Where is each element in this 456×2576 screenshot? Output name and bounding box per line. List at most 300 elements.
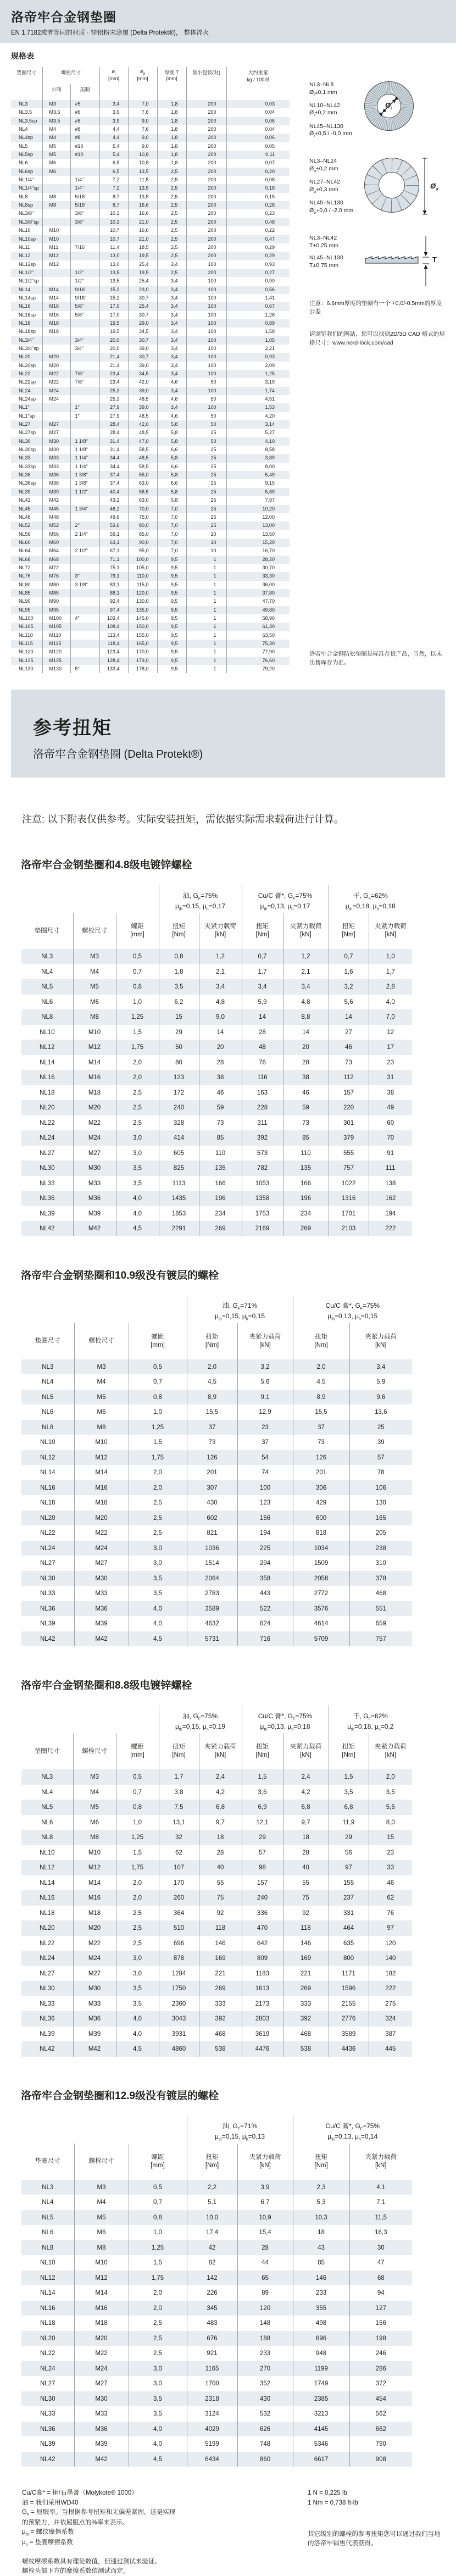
spec-cell: 100 — [186, 336, 226, 345]
spec-cell: 100 — [186, 302, 226, 310]
spec-cell: 1 1/4" — [70, 454, 99, 462]
spec-cell: M4 — [42, 125, 70, 134]
spec-cell: 3,14 — [226, 420, 290, 429]
spec-cell: 0,89 — [226, 319, 290, 327]
spec-cell: 9,5 — [157, 614, 186, 623]
serrated-washer-figure — [364, 81, 425, 136]
spec-cell: 4,6 — [157, 378, 186, 386]
torque-table-row — [21, 1055, 412, 1070]
spec-cell: 1/2" — [70, 269, 99, 277]
torque-cell: M39 — [74, 1616, 129, 1631]
torque-table-row — [21, 1374, 412, 1390]
spec-cell: NL3/8" — [19, 210, 34, 216]
spec-cell: 11,4 — [99, 243, 128, 252]
spec-cell: NL24sp — [19, 396, 36, 402]
tolerance-range: NL3–NL42 — [309, 234, 337, 241]
torque-cell: 624 — [237, 1616, 293, 1631]
torque-table-row — [21, 1890, 412, 1906]
torque-cell: 522 — [237, 1601, 293, 1617]
spec-cell: 30,70 — [226, 564, 290, 572]
spec-cell: 0,20 — [226, 168, 290, 176]
spec-cell: 0,23 — [226, 209, 290, 218]
torque-cell: 40 — [283, 1860, 329, 1875]
torque-table-row — [21, 964, 412, 980]
torque-banner-subtitle: 洛帝牢合金钢垫圈 (Delta Protekt®) — [33, 748, 203, 761]
spec-cell: 1,8 — [157, 134, 186, 142]
spec-table-row — [11, 209, 290, 218]
spec-cell — [42, 336, 70, 345]
spec-cell: 11,5 — [128, 176, 157, 184]
spec-cell: M12 — [42, 252, 70, 260]
spec-cell: 25 — [186, 505, 226, 513]
spec-cell: 1,8 — [157, 142, 186, 151]
torque-cell: 38 — [283, 1070, 329, 1085]
torque-cell: M3 — [74, 1359, 129, 1375]
torque-table-title: 洛帝牢合金钢垫圈和8.8级电镀锌螺栓 — [21, 1680, 192, 1692]
torque-cell: 908 — [349, 2452, 412, 2467]
spec-cell: 58,5 — [128, 463, 157, 471]
torque-cell: 2,0 — [116, 1055, 159, 1070]
spec-table-row — [11, 556, 290, 564]
torque-table-row — [21, 1951, 412, 1966]
col-torque: 扭矩 [Nm] — [242, 913, 283, 949]
spec-table-row — [11, 479, 290, 487]
torque-table-row — [21, 2436, 412, 2452]
spec-cell: 9,5 — [157, 631, 186, 640]
torque-cell: 196 — [199, 1191, 242, 1206]
torque-cell: 146 — [283, 1936, 329, 1951]
torque-cell: 110 — [199, 1146, 242, 1161]
torque-cell: 166 — [283, 1176, 329, 1191]
torque-cell: 5,6 — [329, 995, 369, 1010]
spec-table-row — [11, 345, 290, 353]
torque-cell: M10 — [73, 1845, 116, 1861]
torque-cell: NL6 — [42, 2229, 54, 2236]
spec-cell: NL20 — [19, 354, 31, 360]
torque-cell: 3,5 — [116, 1981, 159, 1996]
thickness-tolerances — [309, 235, 364, 287]
spec-cell: 95,0 — [128, 547, 157, 555]
torque-cell: 3,0 — [129, 2376, 187, 2391]
spec-cell: 2 1/4" — [70, 530, 99, 538]
spec-cell: NL6 — [19, 160, 28, 166]
torque-cell: M42 — [74, 2452, 129, 2467]
washer-profile-figure — [364, 235, 444, 287]
spec-cell: 13,5 — [128, 193, 157, 201]
spec-cell: 1" — [70, 412, 99, 420]
torque-table-row — [21, 2452, 412, 2467]
torque-table-row — [21, 1480, 412, 1496]
torque-cell: 392 — [242, 1130, 283, 1146]
torque-cell: NL10 — [40, 2259, 55, 2267]
spec-cell: 50 — [186, 378, 226, 386]
torque-cell: M3 — [74, 2180, 129, 2195]
spec-cell: NL24 — [19, 387, 31, 393]
spec-cell: 25 — [186, 479, 226, 487]
spec-cell: 13,0 — [99, 252, 128, 260]
spec-cell: 115,0 — [128, 581, 157, 589]
spec-cell: 53,6 — [99, 521, 128, 530]
spec-cell: 3,4 — [157, 327, 186, 336]
torque-cell: 4,0 — [116, 2027, 159, 2042]
spec-table-row — [11, 125, 290, 134]
tolerance-value: T±0,75 mm — [309, 262, 339, 269]
torque-cell: M24 — [73, 1951, 116, 1966]
spec-table-row — [11, 142, 290, 151]
torque-cell: 120 — [237, 2301, 293, 2316]
spec-cell: 19,5 — [128, 252, 157, 260]
spec-cell: 16,6 — [128, 209, 157, 218]
spec-table-row — [11, 572, 290, 580]
spec-cell: 1,8 — [157, 159, 186, 167]
spec-cell: M125 — [42, 657, 70, 665]
spec-cell: M120 — [42, 648, 70, 656]
torque-cell: M36 — [73, 2011, 116, 2027]
tolerance-label-group — [309, 179, 364, 195]
torque-cell: 127 — [349, 2301, 412, 2316]
col-clamp-load: 夹紧力载荷 [kN] — [237, 1323, 293, 1359]
spec-cell: NL27sp — [19, 430, 36, 436]
torque-cell: 1,5 — [116, 1025, 159, 1040]
torque-cell: 76 — [242, 1055, 283, 1070]
torque-cell: M30 — [73, 1981, 116, 1996]
spec-cell: 1,05 — [226, 336, 290, 345]
spec-cell: 7,2 — [99, 176, 128, 184]
torque-cell: 1,7 — [242, 964, 283, 980]
spec-cell: 0,90 — [226, 277, 290, 285]
friction-group-header: Cu/C 膏*, $G_F=75\%$ $\mu_{th}=0,13$, $\mu_h=0,14$ — [293, 2116, 412, 2144]
spec-cell: 39,0 — [128, 387, 157, 395]
spec-cell: 21,0 — [128, 218, 157, 226]
torque-cell: 65 — [237, 2270, 293, 2286]
torque-cell: NL27 — [40, 1970, 55, 1977]
torque-cell: 27 — [329, 1025, 369, 1040]
spec-cell: 33,30 — [226, 572, 290, 580]
torque-cell: M22 — [73, 1115, 116, 1131]
torque-cell: 3,5 — [116, 1176, 159, 1191]
col-bolt-size: 螺栓尺寸 — [73, 913, 116, 949]
footnote-line: $G_F$ = 屈服率。当根据参考扭矩和无偏差紧固，这是实现 — [22, 2508, 176, 2517]
torque-cell: 6617 — [293, 2452, 349, 2467]
spec-cell: NL1/2"sp — [19, 278, 39, 284]
spec-cell: M3,5 — [42, 117, 70, 125]
spec-cell: 17,0 — [99, 311, 128, 319]
spec-cell: 3,4 — [157, 387, 186, 395]
torque-cell: 82 — [187, 2255, 237, 2270]
spec-cell: 3/4" — [70, 336, 99, 345]
col-inner-diameter: $ø_i$ [mm] — [99, 67, 128, 100]
spec-cell: 9,5 — [157, 564, 186, 572]
spec-cell: 19,5 — [99, 319, 128, 327]
torque-table-row — [21, 1936, 412, 1951]
torque-cell: 8,9 — [293, 1390, 349, 1405]
torque-table-row — [21, 1191, 412, 1206]
spec-cell: 63,1 — [99, 538, 128, 547]
spec-cell: 3" — [70, 572, 99, 580]
spec-table-row — [11, 108, 290, 116]
torque-table-row — [21, 1586, 412, 1601]
torque-table-row — [21, 1404, 412, 1420]
spec-cell: 21,4 — [99, 362, 128, 370]
spec-cell: M60 — [42, 538, 70, 547]
spec-cell: 7,6 — [128, 108, 157, 116]
spec-cell: 130,0 — [128, 597, 157, 606]
torque-cell: 635 — [329, 1936, 369, 1951]
torque-cell: 7,5 — [159, 1800, 199, 1815]
torque-cell: 140 — [369, 1951, 412, 1966]
spec-cell: M20 — [42, 362, 70, 370]
torque-cell: 14 — [329, 1009, 369, 1025]
torque-cell: 626 — [237, 2422, 293, 2437]
torque-cell: M36 — [74, 2422, 129, 2437]
spec-cell: 23,4 — [99, 370, 128, 378]
torque-cell: 532 — [237, 2406, 293, 2422]
torque-cell: 2,0 — [129, 1465, 187, 1480]
spec-table-row — [11, 446, 290, 454]
torque-cell: M16 — [73, 1890, 116, 1906]
torque-cell: 6,2 — [159, 995, 199, 1010]
torque-cell: M27 — [73, 1146, 116, 1161]
spec-cell: 0,47 — [226, 235, 290, 243]
torque-cell: 378 — [349, 1571, 412, 1586]
torque-cell: M24 — [74, 2361, 129, 2377]
spec-cell — [42, 184, 70, 192]
torque-cell: 55 — [199, 1875, 242, 1891]
torque-cell: 194 — [369, 1206, 412, 1222]
torque-cell: NL4 — [41, 1789, 53, 1796]
torque-cell: NL18 — [40, 1089, 55, 1096]
torque-cell: 238 — [349, 1541, 412, 1556]
torque-cell: 2155 — [329, 1996, 369, 2012]
torque-cell: M5 — [73, 1800, 116, 1815]
torque-cell: 8,0 — [369, 1815, 412, 1830]
spec-cell: 2,5 — [157, 235, 186, 243]
torque-cell: 37 — [187, 1420, 237, 1435]
spec-cell: 128,4 — [99, 657, 128, 665]
friction-group-header: 干, $G_F=62\%$ $\mu_{th}=0,18$, $\mu_h=0,18$ — [329, 885, 412, 913]
torque-cell: NL39 — [40, 2030, 55, 2038]
torque-cell: M5 — [74, 1390, 129, 1405]
torque-cell: 23 — [369, 1055, 412, 1070]
torque-table-row — [21, 2180, 412, 2195]
col-torque: 扭矩 [Nm] — [159, 1733, 199, 1769]
torque-cell: 6,7 — [237, 2195, 293, 2210]
footnote-line: Cu/C膏* = 铜/石墨膏（Molykote® 1000） — [22, 2490, 138, 2497]
torque-cell: NL42 — [40, 2046, 55, 2053]
torque-cell: NL8 — [41, 1014, 53, 1021]
spec-cell: 7,2 — [99, 184, 128, 192]
torque-cell: NL24 — [40, 1955, 55, 1962]
torque-cell: 75 — [283, 1890, 329, 1906]
torque-cell: M18 — [73, 1906, 116, 1921]
torque-cell: 2360 — [159, 1996, 199, 2012]
torque-cell: 5199 — [187, 2436, 237, 2452]
torque-cell: 4,2 — [199, 1785, 242, 1800]
spec-cell: NL3,5sp — [19, 118, 37, 124]
torque-cell: 5,6 — [369, 1800, 412, 1815]
spec-cell: 12,00 — [226, 513, 290, 521]
spec-cell: 135,0 — [128, 606, 157, 614]
torque-cell: 4,5 — [116, 2041, 159, 2057]
torque-cell: 324 — [369, 2011, 412, 2027]
torque-cell: 4,0 — [369, 995, 412, 1010]
spec-cell: 1 1/8" — [70, 446, 99, 454]
torque-cell: M33 — [74, 2406, 129, 2422]
spec-cell: 1 — [186, 665, 226, 673]
spec-cell: NL36sp — [19, 480, 36, 486]
spec-cell: 2,21 — [226, 345, 290, 353]
torque-cell: 48 — [242, 1040, 283, 1055]
spec-cell: NL1/4" — [19, 177, 34, 183]
torque-cell: 50 — [159, 1040, 199, 1055]
torque-cell: M27 — [74, 1556, 129, 1571]
spec-cell: NL33 — [19, 455, 31, 461]
spec-cell: 25 — [186, 454, 226, 462]
torque-table-row — [21, 1785, 412, 1800]
spec-cell: 13,5 — [128, 184, 157, 192]
torque-cell: NL36 — [40, 1195, 55, 1202]
spec-cell: M22 — [42, 370, 70, 378]
tolerance-value: $Ø_i+0,5 / -0,0$ mm — [309, 130, 352, 138]
spec-cell: 15,2 — [99, 286, 128, 294]
torque-table-row — [21, 2316, 412, 2331]
spec-cell: 1/4" — [70, 176, 99, 184]
spec-cell: 103,4 — [99, 614, 128, 623]
torque-cell: NL3 — [42, 2184, 54, 2191]
torque-cell: 29 — [159, 1025, 199, 1040]
torque-cell: 222 — [369, 1221, 412, 1236]
torque-cell: 414 — [159, 1130, 199, 1146]
torque-cell: M5 — [74, 2210, 129, 2225]
spec-cell: M42 — [42, 496, 70, 504]
spec-cell: 200 — [186, 159, 226, 167]
torque-cell: 100 — [237, 1480, 293, 1496]
torque-cell: 345 — [187, 2301, 237, 2316]
spec-cell: 3,9 — [99, 108, 128, 116]
unit-conversion-line: 1 N = 0,225 lb — [308, 2490, 347, 2497]
torque-cell: 3213 — [293, 2406, 349, 2422]
spec-cell: NL16 — [19, 303, 31, 309]
spec-cell: 200 — [186, 117, 226, 125]
torque-cell: 3,0 — [129, 2361, 187, 2377]
torque-cell: 379 — [329, 1130, 369, 1146]
torque-cell: 510 — [159, 1920, 199, 1936]
torque-cell: 44 — [237, 2255, 293, 2270]
spec-cell — [70, 327, 99, 336]
torque-cell: 333 — [199, 1996, 242, 2012]
torque-cell: 20 — [283, 1040, 329, 1055]
col-min-pack: 最小包装(对) — [186, 67, 226, 100]
torque-cell: M14 — [73, 1055, 116, 1070]
spec-cell: 29,0 — [128, 319, 157, 327]
spec-cell: 27,9 — [99, 412, 128, 420]
torque-cell: 757 — [329, 1161, 369, 1176]
col-washer-size: 垫圈尺寸 — [34, 1747, 60, 1755]
spec-cell: 1,8 — [157, 117, 186, 125]
col-weight: 大约重量 kg / 100对 — [226, 67, 290, 100]
spec-cell: NL18sp — [19, 329, 36, 335]
spec-cell: NL56 — [19, 531, 31, 537]
spec-cell: NL1/4"sp — [19, 185, 39, 191]
torque-cell: 157 — [329, 1085, 369, 1101]
torque-cell: 56 — [329, 1845, 369, 1861]
inner-diameter-tolerances — [309, 81, 364, 143]
col-clamp-load: 夹紧力载荷 [kN] — [283, 913, 329, 949]
torque-cell: 1,5 — [129, 1435, 187, 1450]
torque-cell: 13,6 — [349, 1404, 412, 1420]
spec-cell: 1 1/4" — [70, 463, 99, 471]
torque-table-row — [21, 2240, 412, 2256]
footnote-line: 油 = 我们采用WD40 — [22, 2499, 79, 2506]
spec-cell: 1 — [186, 606, 226, 614]
torque-cell: 3043 — [159, 2011, 199, 2027]
spec-cell: 5,8 — [157, 437, 186, 446]
spec-cell: 8,58 — [226, 446, 290, 454]
torque-cell: M12 — [74, 1450, 129, 1465]
spec-cell: 90,0 — [128, 538, 157, 547]
torque-table-row — [21, 1435, 412, 1450]
spec-cell — [42, 218, 70, 226]
torque-cell: 62 — [369, 1890, 412, 1906]
torque-table-title: 洛帝牢合金钢垫圈和4.8级电镀锌螺栓 — [21, 859, 192, 871]
spec-cell — [70, 597, 99, 606]
torque-cell: M4 — [74, 2195, 129, 2210]
col-outer-diameter: $ø_o$ [mm] — [128, 67, 157, 100]
spec-cell: 67,1 — [99, 547, 128, 555]
torque-cell: NL4 — [41, 968, 53, 975]
torque-cell: 1316 — [329, 1191, 369, 1206]
spec-cell — [70, 260, 99, 269]
spec-table-row — [11, 454, 290, 462]
spec-cell: NL8 — [19, 193, 28, 199]
torque-cell: 2,5 — [116, 1085, 159, 1101]
spec-table-row — [11, 412, 290, 420]
torque-cell: M24 — [73, 1130, 116, 1146]
torque-table-row — [21, 1100, 412, 1115]
torque-cell: 3,4 — [199, 979, 242, 995]
torque-table-section-1 — [0, 857, 456, 1236]
spec-cell: NL52 — [19, 523, 31, 529]
spec-cell: M27 — [42, 420, 70, 429]
torque-cell: 809 — [242, 1951, 283, 1966]
spec-cell: 3,4 — [157, 302, 186, 310]
torque-cell: 54 — [237, 1450, 293, 1465]
torque-cell: NL5 — [41, 1804, 53, 1811]
torque-cell: M27 — [74, 2376, 129, 2391]
torque-table-row — [21, 1070, 412, 1085]
spec-cell: 70,0 — [128, 505, 157, 513]
torque-cell: NL5 — [42, 1394, 54, 1401]
spec-cell: 0,03 — [226, 100, 290, 108]
spec-cell: 5,4 — [99, 151, 128, 159]
spec-cell: 9,5 — [157, 581, 186, 589]
spec-cell: 200 — [186, 252, 226, 260]
torque-cell: NL24 — [40, 1545, 55, 1552]
spec-cell: 3,4 — [157, 294, 186, 302]
torque-cell: M22 — [73, 1936, 116, 1951]
torque-cell: 3,9 — [237, 2180, 293, 2195]
spec-cell: #10 — [70, 151, 99, 159]
torque-cell: 659 — [349, 1616, 412, 1631]
torque-cell: 782 — [242, 1161, 283, 1176]
torque-cell: 70 — [369, 1130, 412, 1146]
spec-cell — [70, 640, 99, 648]
spec-cell: 100 — [186, 403, 226, 412]
spec-cell: 1 3/8" — [70, 471, 99, 479]
tolerance-value: $Ø_i\pm 0,1$ mm — [309, 88, 337, 97]
torque-cell: 85 — [293, 2255, 349, 2270]
spec-heading: 规格表 — [11, 52, 34, 60]
